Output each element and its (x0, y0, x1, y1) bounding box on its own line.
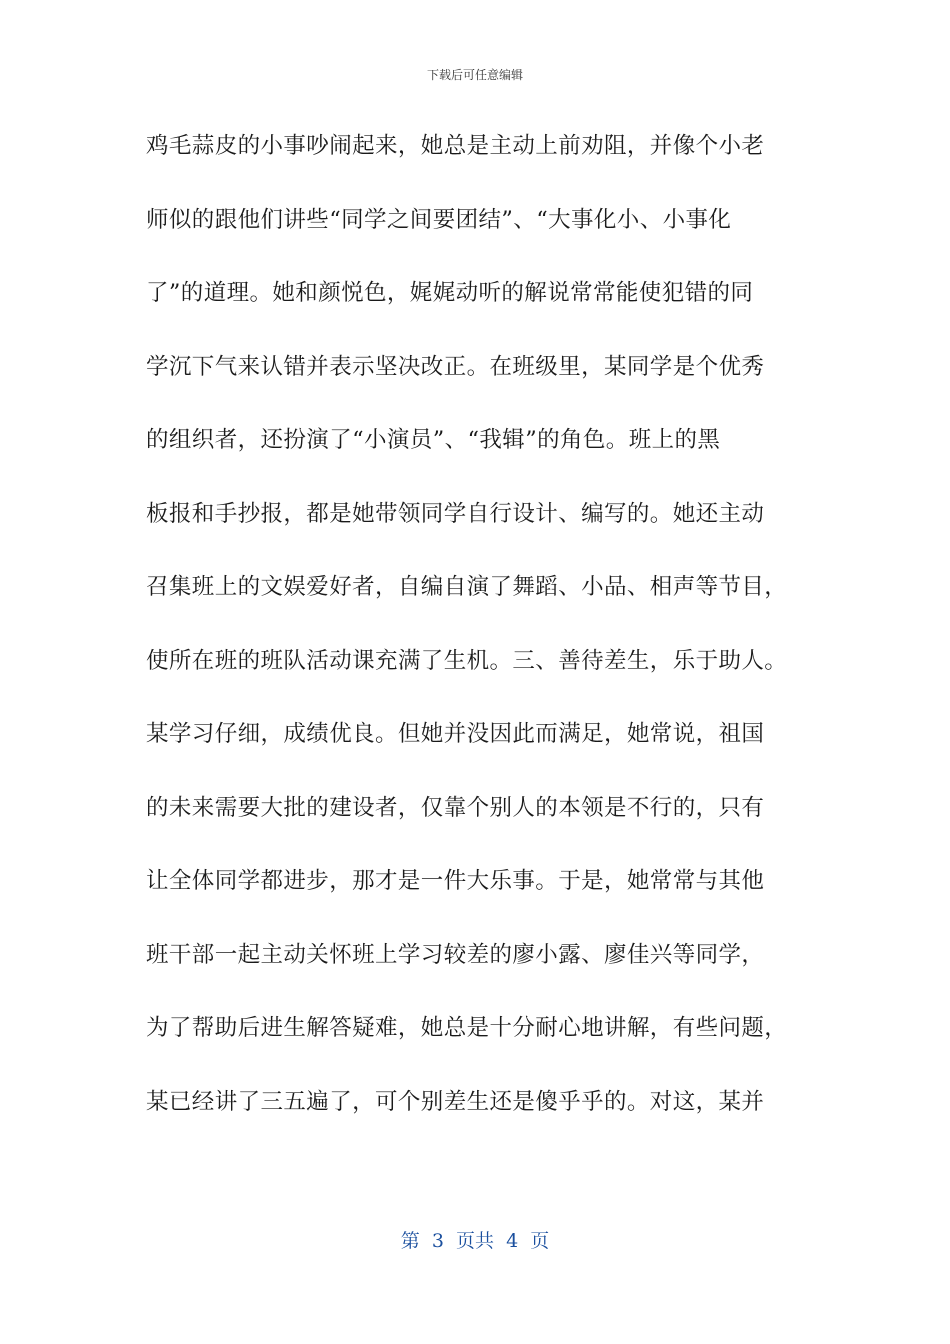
text-line: 某已经讲了三五遍了，可个别差生还是傻乎乎的。对这，某并 (146, 1088, 765, 1115)
document-body (146, 126, 818, 1155)
text-line: 班干部一起主动关怀班上学习较差的廖小露、廖佳兴等同学， (146, 941, 765, 968)
page-number-footer: 第 3 页共 4 页 (400, 1230, 550, 1252)
text-line: 了”的道理。她和颜悦色，娓娓动听的解说常常能使犯错的同 (146, 280, 754, 306)
text-line: 的未来需要大批的建设者，仅靠个别人的本领是不行的，只有 (146, 794, 765, 821)
text-line: 板报和手抄报，都是她带领同学自行设计、编写的。她还主动 (146, 500, 765, 527)
text-line: 师似的跟他们讲些“同学之间要团结”、“大事化小、小事化 (146, 206, 732, 233)
text-line: 召集班上的文娱爱好者，自编自演了舞蹈、小品、相声等节目， (146, 574, 788, 600)
text-line: 学沉下气来认错并表示坚决改正。在班级里，某同学是个优秀 (146, 353, 765, 380)
page-header: 下载后可任意编辑 (426, 68, 523, 82)
text-line: 的组织者，还扮演了“小演员”、“我辑”的角色。班上的黑 (146, 427, 721, 453)
text-line: 某学习仔细，成绩优良。但她并没因此而满足，她常说，祖国 (146, 721, 765, 747)
text-line: 使所在班的班队活动课充满了生机。三、善待差生，乐于助人。 (146, 647, 788, 674)
text-line: 为了帮助后进生解答疑难，她总是十分耐心地讲解，有些问题， (146, 1015, 788, 1041)
text-line: 让全体同学都进步，那才是一件大乐事。于是，她常常与其他 (146, 868, 765, 894)
text-line: 鸡毛蒜皮的小事吵闹起来，她总是主动上前劝阻，并像个小老 (146, 133, 765, 159)
